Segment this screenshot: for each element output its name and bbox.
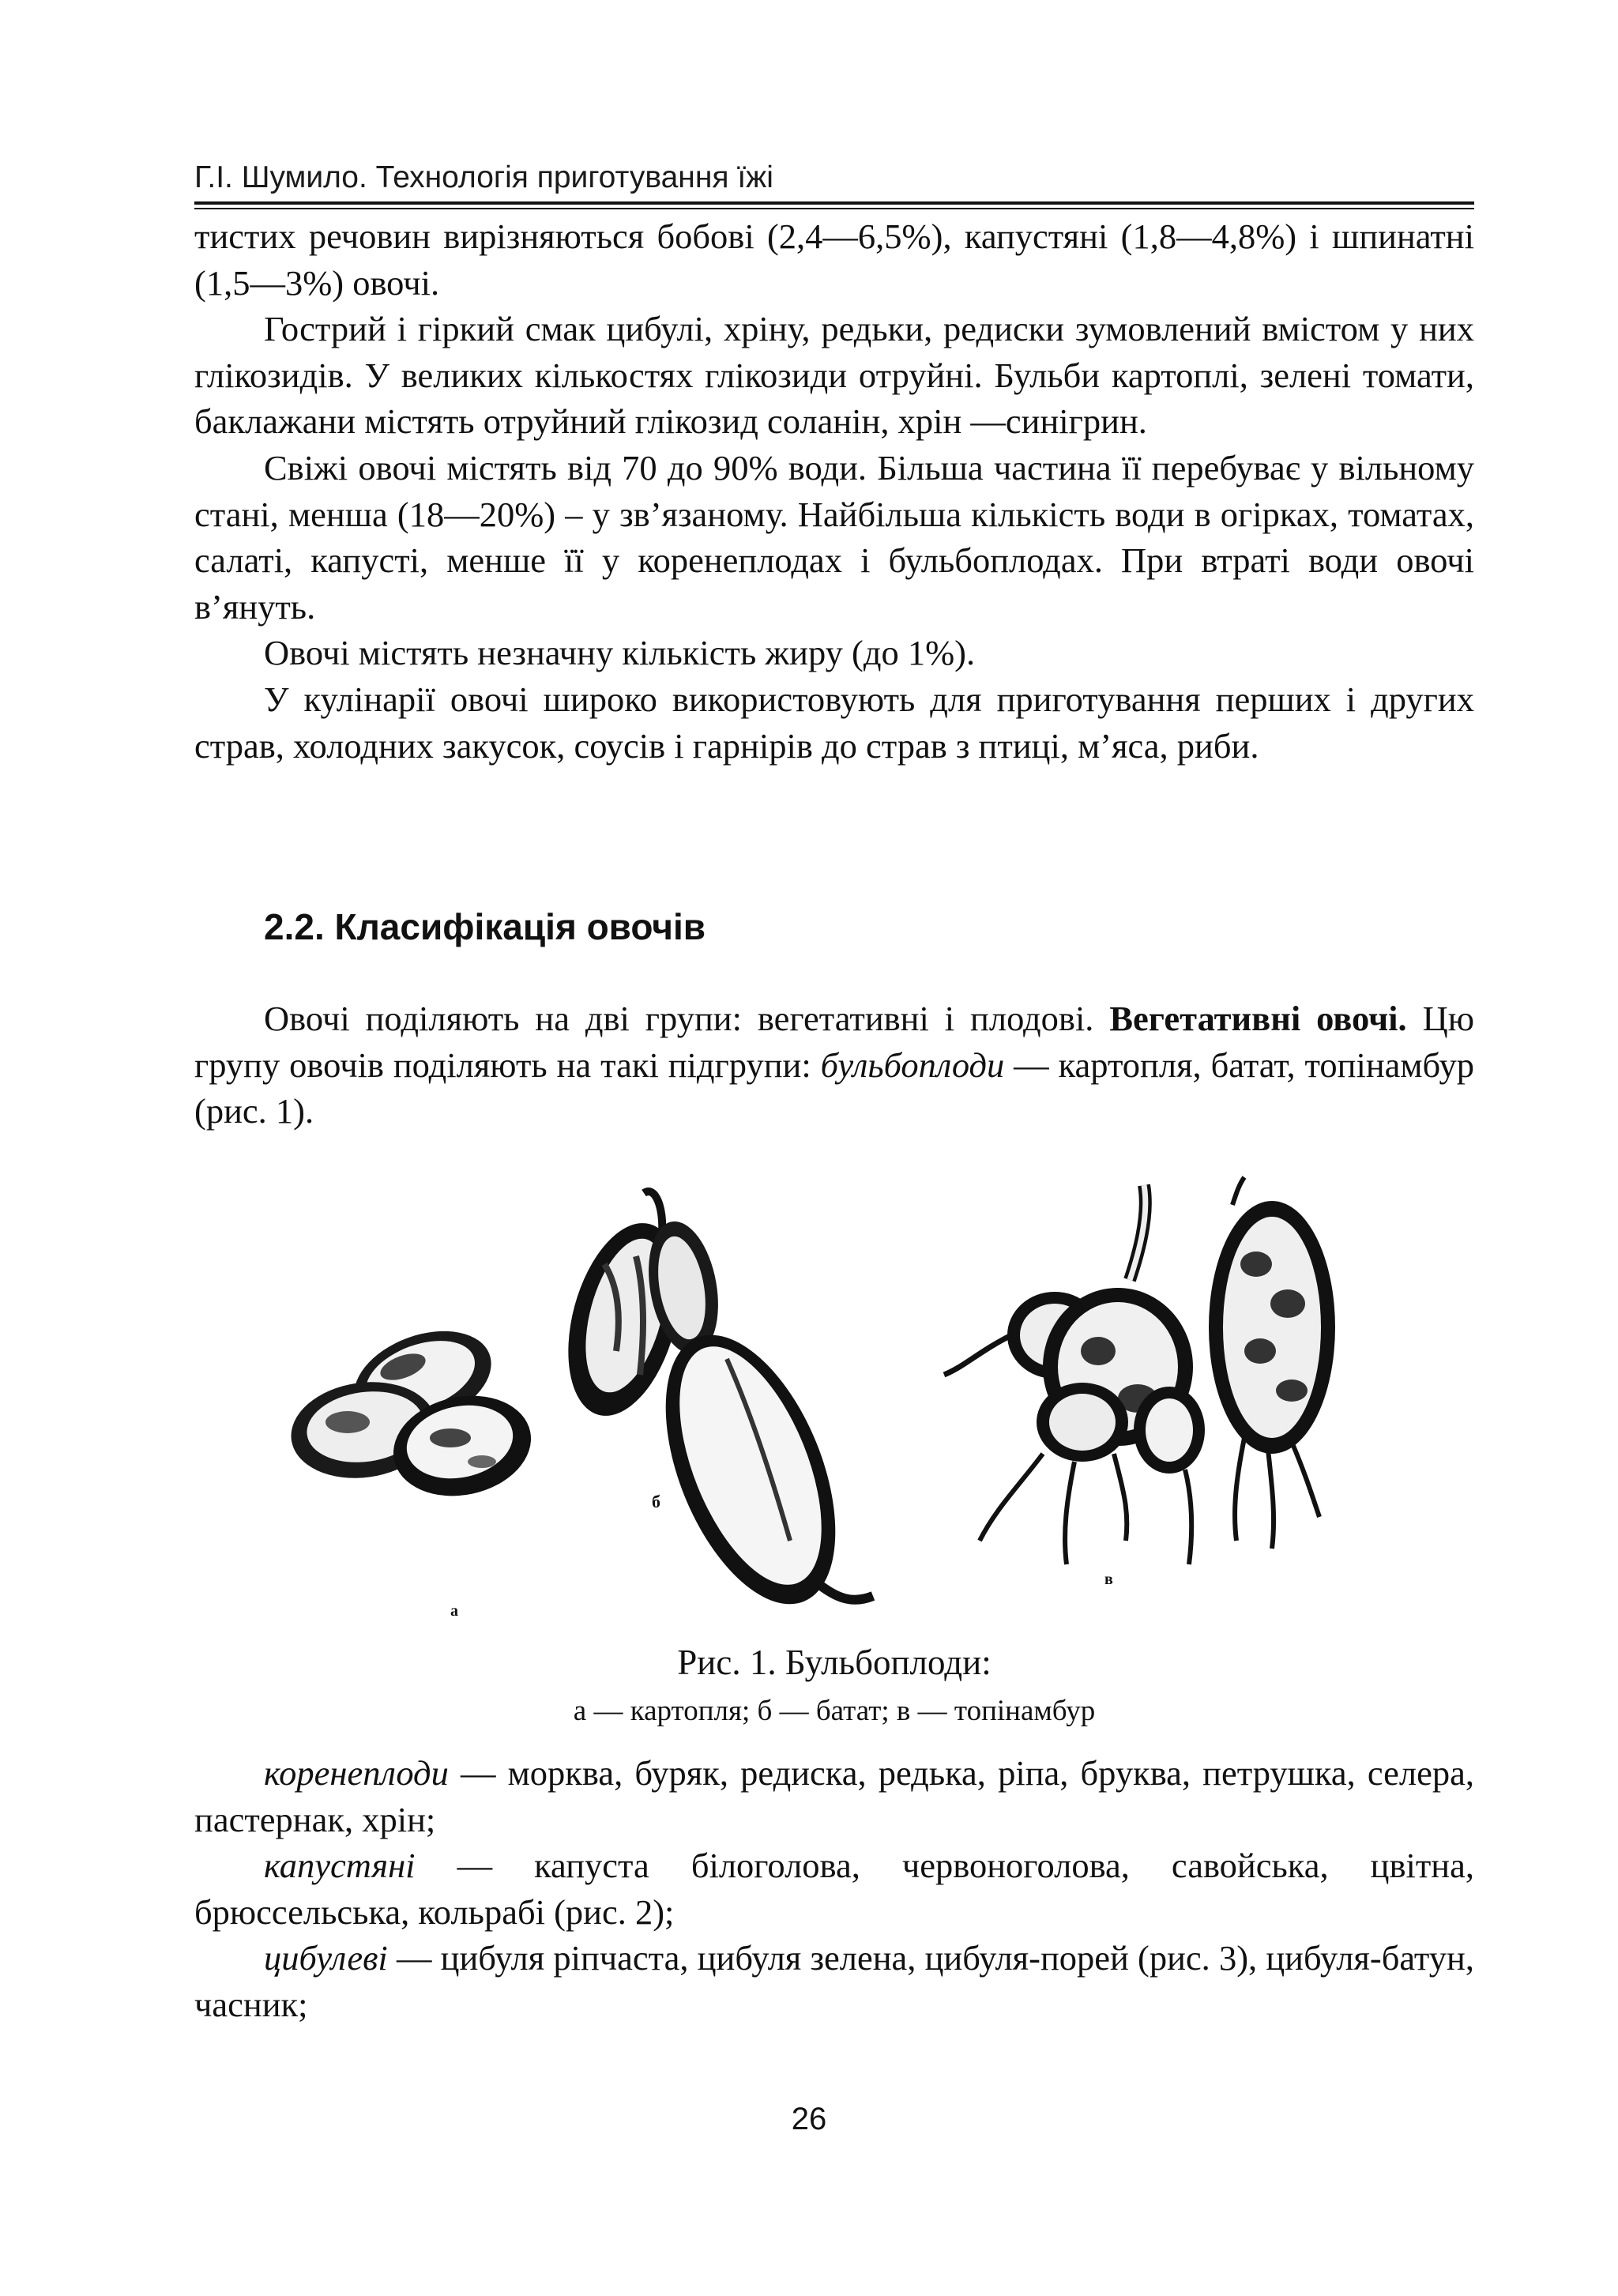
body-text-classification	[194, 996, 1474, 1135]
paragraph-water: Свіжі овочі містять від 70 до 90% води. Більша частина її перебуває у вільному стані, менша (18—20%) – у зв’язаному. Найбільша кількість води в огірках, томатах, салаті, капусті, менше її у коренеплодах і бульбоплодах. При втраті води овочі в’януть.	[194, 447, 1474, 627]
header-rule-thick	[194, 201, 1474, 205]
sweet-potato-drawing	[549, 1191, 873, 1628]
header-rule-thin	[194, 208, 1474, 209]
figure-label-v: в	[1104, 1571, 1113, 1588]
subgroup-term: коренеплоди	[264, 1753, 449, 1793]
paragraph-classification	[194, 996, 1474, 1135]
paragraph-continued: тистих речовин вирізняються бобові (2,4—6,5%), капустяні (1,8—4,8%) і шпинатні (1,5—3%) овочі.	[194, 216, 1474, 303]
running-head: Г.І. Шумило. Технологія приготування їжі	[194, 160, 773, 194]
potato-drawing	[285, 1314, 540, 1508]
classification-text-1: Овочі поділяють на дві групи: вегетативні і плодові.	[264, 999, 1110, 1038]
paragraph-fat: Овочі містять незначну кількість жиру (до 1%).	[264, 633, 976, 673]
subgroup-text: — морква, буряк, редиска, редька, ріпа, бруква, петрушка, селера, пастернак, хрін;	[194, 1753, 1474, 1839]
jerusalem-artichoke-drawing	[944, 1177, 1335, 1564]
subgroup-onion	[194, 1935, 1474, 2027]
classification-text-2: Цю групу овочів поділяють на такі підгрупи:	[194, 999, 1474, 1085]
classification-text-3: — картопля, батат, топінамбур (рис. 1).	[194, 1044, 1475, 1131]
subgroup-text: — капуста білоголова, червоноголова, савойська, цвітна, брюссельська, кольрабі (рис. 2);	[194, 1846, 1474, 1932]
subgroup-term: цибулеві	[264, 1938, 388, 1978]
figure-label-a: а	[450, 1602, 458, 1620]
paragraph-culinary: У кулінарії овочі широко використовують для приготування перших і других страв, холодних закусок, соусів і гарнірів до страв з птиці, м’яса, риби.	[194, 679, 1474, 766]
vegetative-term: Вегетативні овочі.	[1109, 999, 1407, 1038]
subgroup-cabbage	[194, 1842, 1474, 1935]
figure-label-b: б	[652, 1492, 660, 1511]
section-heading: 2.2. Класифікація овочів	[264, 906, 706, 947]
tubers-term: бульбоплоди	[820, 1044, 1005, 1085]
figure-tubers	[284, 1169, 1359, 1628]
body-text-top	[194, 213, 1474, 769]
subgroup-root-vegetables	[194, 1750, 1474, 1842]
body-text-subgroups	[194, 1750, 1474, 2028]
paragraph-glycosides: Гострий і гіркий смак цибулі, хріну, редьки, редиски зумовлений вмістом у них глікозидів. У великих кількостях глікозиди отруйні. Бульби картоплі, зелені томати, баклажани містять отруйний глікозид соланін, хрін —синігрин.	[194, 309, 1474, 442]
subgroup-term: капустяні	[264, 1846, 416, 1886]
tubers-illustration	[284, 1169, 1359, 1628]
figure-caption-title: Рис. 1. Бульбоплоди:	[677, 1643, 991, 1682]
figure-caption-subtitle: а — картопля; б — батат; в — топінамбур	[573, 1695, 1096, 1727]
subgroup-text: — цибуля ріпчаста, цибуля зелена, цибуля-порей (рис. 3), цибуля-батун, часник;	[194, 1938, 1474, 2024]
page-number: 26	[791, 2102, 827, 2136]
